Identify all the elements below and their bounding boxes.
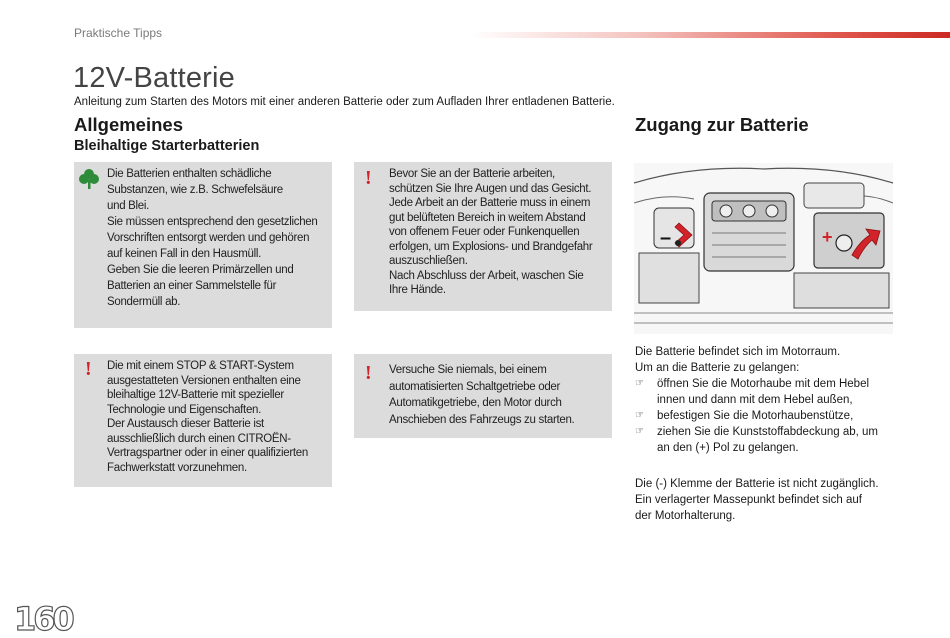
step-3: ☞ ziehen Sie die Kunststoffabdeckung ab, um an den (+) Pol zu gelangen. xyxy=(635,426,878,454)
pointing-hand-icon: ☞ xyxy=(635,410,644,421)
page-subtitle: Anleitung zum Starten des Motors mit einer anderen Batterie oder zum Aufladen Ihrer entladenen Batterie. xyxy=(74,96,615,108)
header-accent-bar xyxy=(470,32,950,38)
minus-terminal-label: – xyxy=(660,227,672,249)
page-title: 12V-Batterie xyxy=(73,62,235,94)
warning-box-safety-text: Bevor Sie an der Batterie arbeiten, schützen Sie Ihre Augen und das Gesicht. Jede Arbeit an der Batterie muss in einem gut belüfteten Bereich in weitem Abstand von offenem Feuer oder Funkenquellen erfolgen, um Explosions- und Brandgefahr auszuschließen. Nach Abschluss der Arbeit, waschen Sie Ihre Hände. xyxy=(389,168,593,296)
section-header: Praktische Tipps xyxy=(74,26,163,40)
engine-bay-illustration xyxy=(634,163,893,334)
pointing-hand-icon: ☞ xyxy=(635,426,644,437)
battery-location-text: Die Batterie befindet sich im Motorraum. Um an die Batterie zu gelangen: xyxy=(635,346,841,374)
info-box-recycling-text: Die Batterien enthalten schädliche Substanzen, wie z.B. Schwefelsäure und Blei. Sie müssen entsprechend den gesetzlichen Vorschriften entsorgt werden und gehören auf keinen Fall in den Hausmüll. Geben Sie die leeren Primärzellen und Batterien an einer Sammelstelle für Sondermüll ab. xyxy=(107,168,318,308)
step-2: ☞ befestigen Sie die Motorhaubenstütze, xyxy=(635,410,854,422)
warning-box-stop-start-text: Die mit einem STOP & START-System ausgestatteten Versionen enthalten eine bleihaltige 12V-Batterie mit spezieller Technologie und Eigenschaften. Der Austausch dieser Batterie ist ausschließlich durch einen CITROËN- Vertragspartner oder in einer qualifizierten Fachwerkstatt vorzunehmen. xyxy=(107,360,308,474)
plus-terminal-label: + xyxy=(822,227,833,247)
warning-icon: ! xyxy=(365,362,372,384)
minus-terminal-note: Die (-) Klemme der Batterie ist nicht zugänglich. Ein verlagerter Massepunkt befindet sich auf der Motorhalterung. xyxy=(635,478,879,522)
page-number: 160 xyxy=(14,600,72,638)
pointing-hand-icon: ☞ xyxy=(635,378,644,389)
engine-bay-drawing xyxy=(634,163,893,334)
warning-icon: ! xyxy=(85,358,92,380)
step-1: ☞ öffnen Sie die Motorhaube mit dem Hebel innen und dann mit dem Hebel außen, xyxy=(635,378,870,406)
heading-zugang: Zugang zur Batterie xyxy=(635,114,809,135)
heading-allgemeines: Allgemeines xyxy=(74,114,183,135)
eco-leaf-icon xyxy=(79,168,99,190)
subheading-starterbatterien: Bleihaltige Starterbatterien xyxy=(74,138,260,154)
warning-icon: ! xyxy=(365,167,372,189)
warning-box-push-start-text: Versuche Sie niemals, bei einem automatisierten Schaltgetriebe oder Automatikgetriebe, den Motor durch Anschieben des Fahrzeugs zu starten. xyxy=(389,364,575,426)
